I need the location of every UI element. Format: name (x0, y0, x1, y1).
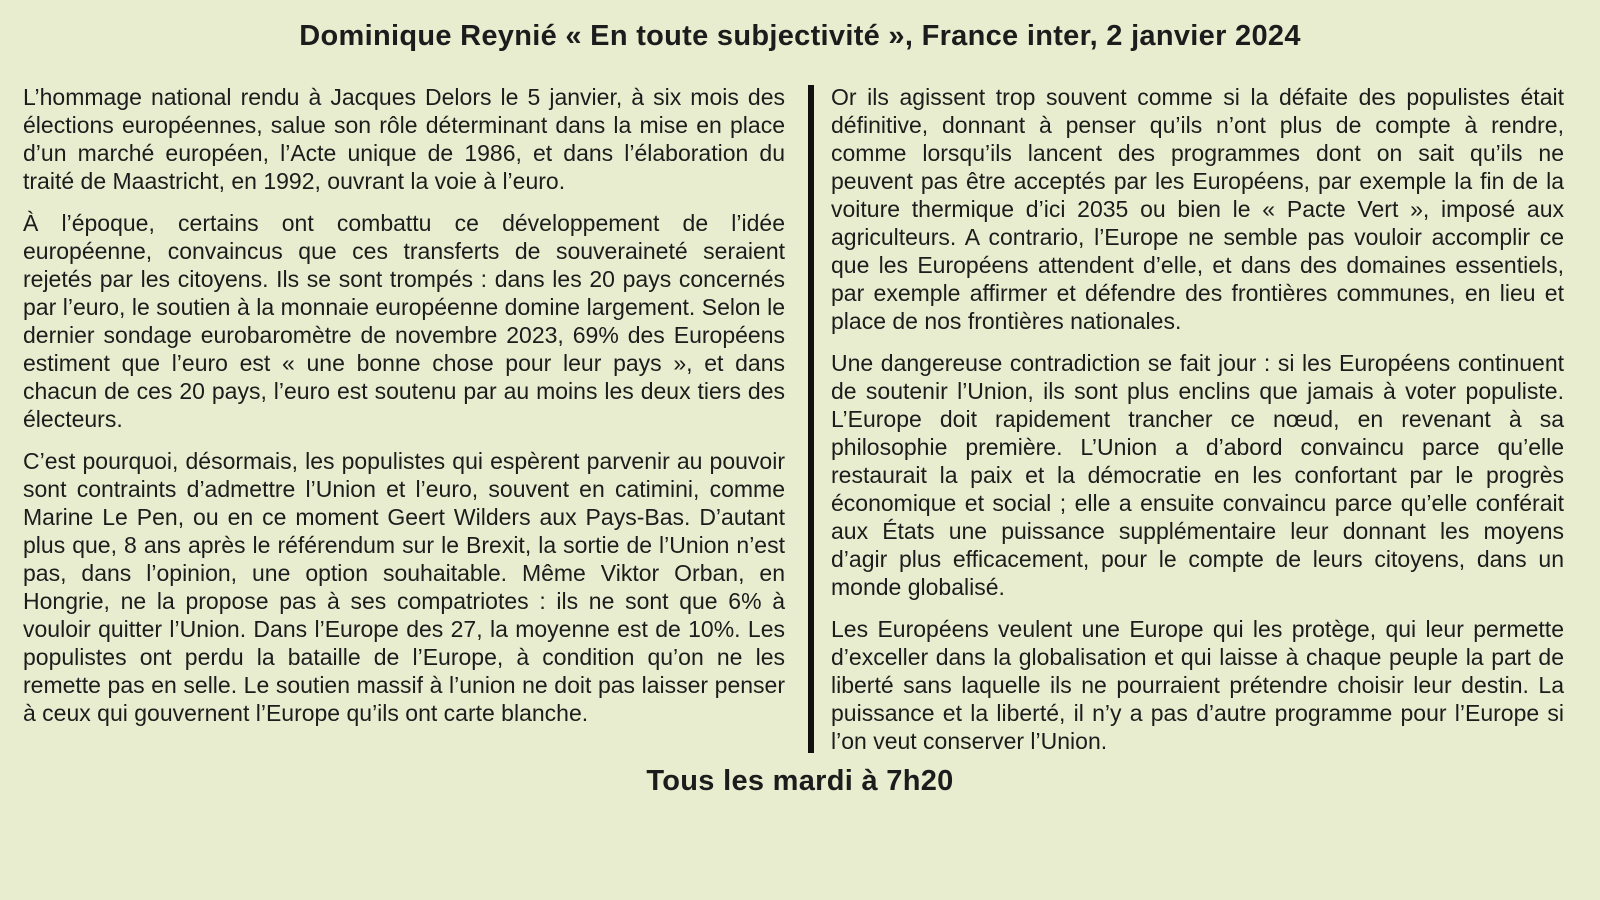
paragraph: C’est pourquoi, désormais, les populistes qui espèrent parvenir au pouvoir sont contraints d’admettre l’Union et l’euro, souvent en catimini, comme Marine Le Pen, ou en ce moment Geert Wilders aux Pays-Bas. D’autant plus que, 8 ans après le référendum sur le Brexit, la sortie de l’Union n’est pas, dans l’opinion, une option souhaitable. Même Viktor Orban, en Hongrie, ne la propose pas à ses compatriotes : ils ne sont que 6% à vouloir quitter l’Union. Dans l’Europe des 27, la moyenne est de 10%. Les populistes ont perdu la bataille de l’Europe, à condition qu’on ne les remette pas en selle. Le soutien massif à l’union ne doit pas laisser penser à ceux qui gouvernent l’Europe qu’ils ont carte blanche. (23, 448, 785, 726)
paragraph: Une dangereuse contradiction se fait jour : si les Européens continuent de soutenir l’Union, ils sont plus enclins que jamais à voter populiste. L’Europe doit rapidement trancher ce nœud, en revenant à sa philosophie première. L’Union a d’abord convaincu parce qu’elle restaurait la paix et la démocratie en les confortant par le progrès économique et social ; elle a ensuite convaincu parce qu’elle conférait aux États une puissance supplémentaire leur donnant les moyens d’agir plus efficacement, pour le compte de leurs citoyens, dans un monde globalisé. (831, 350, 1564, 600)
column-divider (808, 85, 814, 753)
paragraph: Les Européens veulent une Europe qui les protège, qui leur permette d’exceller dans la globalisation et qui laisse à chaque peuple la part de liberté sans laquelle ils ne pourraient prétendre choisir leur destin. La puissance et la liberté, il n’y a pas d’autre programme pour l’Europe si l’on veut conserver l’Union. (831, 616, 1564, 754)
left-column (23, 83, 785, 755)
paragraph: L’hommage national rendu à Jacques Delors le 5 janvier, à six mois des élections européennes, salue son rôle déterminant dans la mise en place d’un marché européen, l’Acte unique de 1986, et dans l’élaboration du traité de Maastricht, en 1992, ouvrant la voie à l’euro. (23, 84, 785, 194)
paragraph: À l’époque, certains ont combattu ce développement de l’idée européenne, convaincus que ces transferts de souveraineté seraient rejetés par les citoyens. Ils se sont trompés : dans les 20 pays concernés par l’euro, le soutien à la monnaie européenne domine largement. Selon le dernier sondage eurobaromètre de novembre 2023, 69% des Européens estiment que l’euro est « une bonne chose pour leur pays », et dans chacun de ces 20 pays, l’euro est soutenu par au moins les deux tiers des électeurs. (23, 210, 785, 432)
paragraph: Or ils agissent trop souvent comme si la défaite des populistes était définitive, donnant à penser qu’ils n’ont plus de compte à rendre, comme lorsqu’ils lancent des programmes dont on sait qu’ils ne peuvent pas être acceptés par les Européens, par exemple la fin de la voiture thermique d’ici 2035 ou bien le « Pacte Vert », imposé aux agriculteurs. A contrario, l’Europe ne semble pas vouloir accomplir ce que les Européens attendent d’elle, et dans des domaines essentiels, par exemple affirmer et défendre des frontières communes, en lieu et place de nos frontières nationales. (831, 84, 1564, 334)
footer-schedule: Tous les mardi à 7h20 (646, 765, 954, 797)
right-column (831, 83, 1564, 755)
page-title: Dominique Reynié « En toute subjectivité », France inter, 2 janvier 2024 (299, 20, 1301, 52)
article-columns (0, 53, 1600, 755)
